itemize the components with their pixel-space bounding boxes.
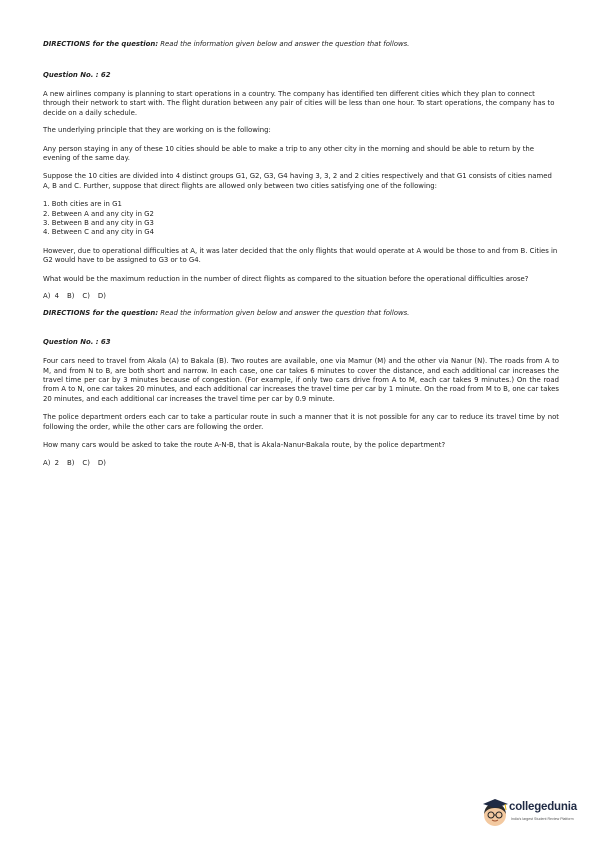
q62-para-2: The underlying principle that they are working on is the following: [43,126,271,135]
option-d: D) [97,292,106,301]
list-item: 1. Both cities are in G1 [43,200,122,209]
brand-tagline: India's largest Student Review Platform [511,817,574,821]
graduate-mascot-icon [481,798,511,828]
option-a: A) 4 [43,292,59,301]
document-page [43,40,559,468]
q63-para-2: The police department orders each car to take a particular route in such a manner that it is not possible for any car to reduce its travel time by not following the order, while the other cars are following the order. [43,413,559,431]
q62-para-1: A new airlines company is planning to start operations in a country. The company has identified ten different cities which they plan to connect through their network to start with. The flight duration between any pair of cities will be less than one hour. To start operations, the company has to decide on a daily schedule. [43,90,555,117]
q62-options [43,292,559,301]
q63-para-3: How many cars would be asked to take the route A-N-B, that is Akala-Nanur-Bakala route, by the police department? [43,440,446,449]
directions-62 [43,40,559,49]
question-number-62: Question No. : 62 [43,71,111,79]
option-c: C) [82,292,90,301]
question-number-63: Question No. : 63 [43,338,111,347]
option-c: C) [82,459,90,468]
option-b: B) [66,459,75,468]
directions-63 [43,309,559,318]
list-item: 3. Between B and any city in G3 [43,219,154,228]
brand-name: collegedunia [509,801,577,813]
q63-para-1: Four cars need to travel from Akala (A) to Bakala (B). Two routes are available, one via Mamur (M) and the other via Nanur (N). The roads from A to M, and from N to B, are both short and narrow. In each case, one car takes 6 minutes to cover the distance, and each additional car increases the travel time per car by 3 minutes because of congestion. (For example, if only two cars drive from A to M, each car takes 9 minutes.) On the road from A to N, one car takes 20 minutes, and each additional car increases the travel time per car by 1 minute. On the road from M to B, one car takes 20 minutes, and each additional car increases the travel time per car by 0.9 minute. [43,357,559,403]
option-a: A) 2 [43,459,59,468]
q62-para-3: Any person staying in any of these 10 cities should be able to make a trip to any other city in the morning and should be able to return by the evening of the same day. [43,144,535,163]
directions-text: Read the information given below and answer the question that follows. [158,40,410,48]
directions-text: Read the information given below and answer the question that follows. [158,309,410,318]
q62-para-6: What would be the maximum reduction in the number of direct flights as compared to the situation before the operational difficulties arose? [43,274,529,283]
collegedunia-logo [481,796,581,830]
list-item: 2. Between A and any city in G2 [43,209,154,218]
q62-conditions-list [43,200,559,238]
directions-label: DIRECTIONS for the question: [43,309,159,318]
q62-para-5: However, due to operational difficulties at A, it was later decided that the only flights that would operate at A would be those to and from B. Cities in G2 would have to be assigned to G3 or to G4. [43,246,558,265]
q63-options [43,459,559,468]
option-b: B) [66,292,75,301]
option-d: D) [97,459,106,468]
q62-para-4: Suppose the 10 cities are divided into 4 distinct groups G1, G2, G3, G4 having 3, 3, 2 and 2 cities respectively and that G1 consists of cities named A, B and C. Further, suppose that direct flights are allowed only between two cities satisfying one of the following: [43,172,552,190]
directions-label: DIRECTIONS for the question: [43,40,159,48]
list-item: 4. Between C and any city in G4 [43,228,154,237]
